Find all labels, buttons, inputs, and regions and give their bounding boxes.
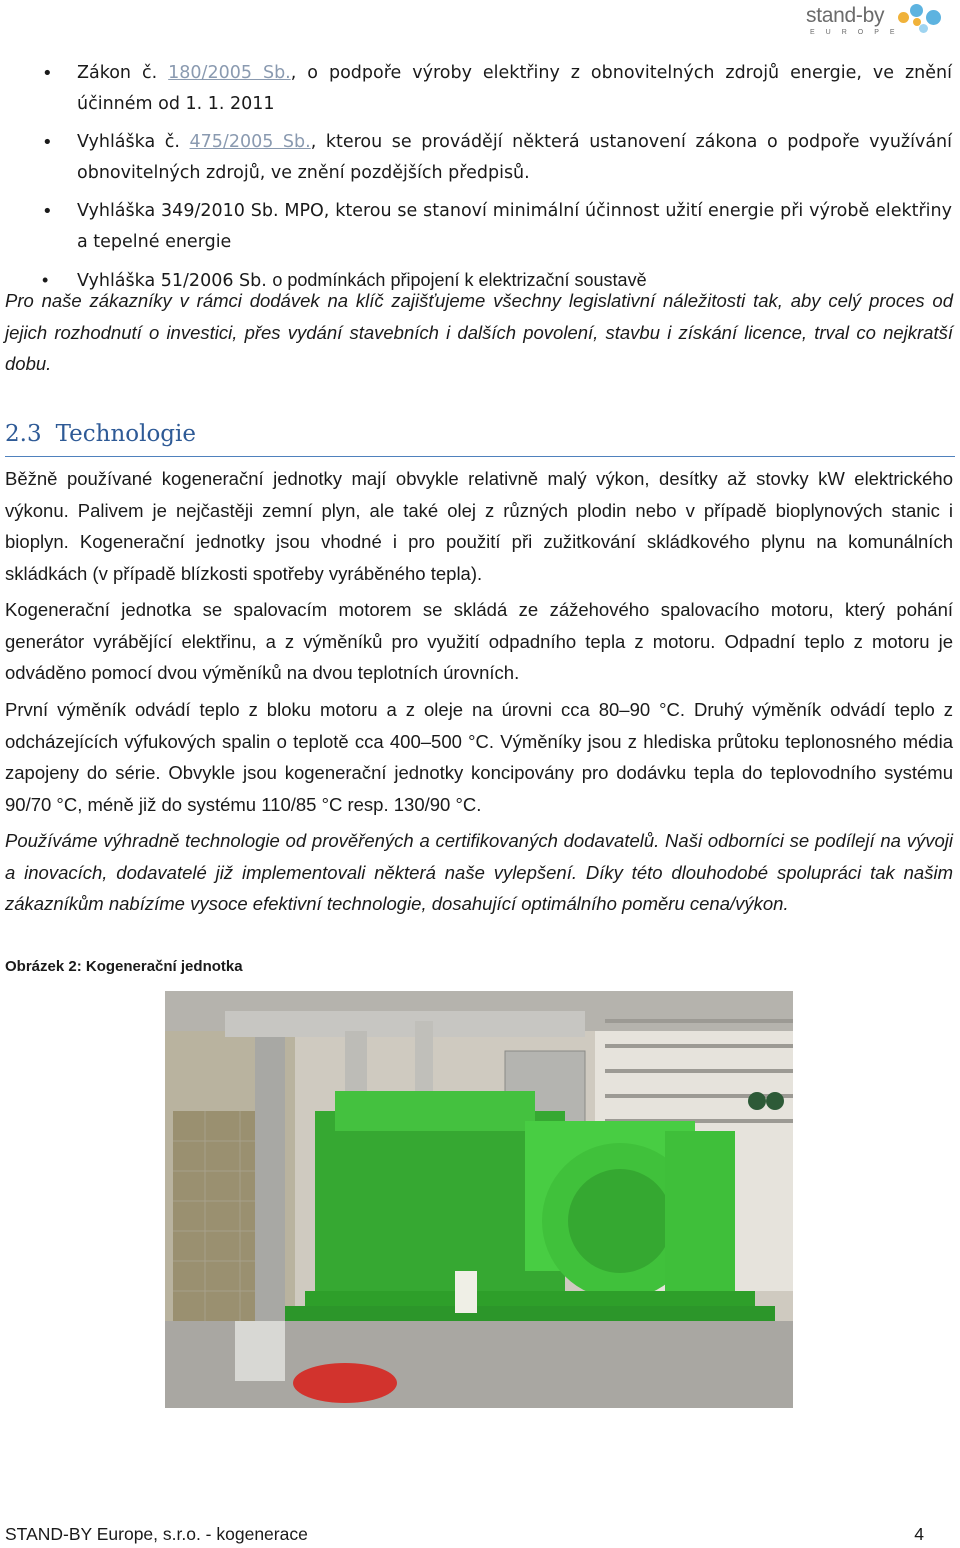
section-title: Technologie <box>55 421 196 447</box>
legislation-list <box>0 58 960 304</box>
cogeneration-unit-photo <box>165 991 793 1408</box>
logo-text: stand-by <box>806 4 885 27</box>
body-paragraph: První výměník odvádí teplo z bloku motoru a z oleje na úrovni cca 80–90 °C. Druhý výměník odvádí teplo z odcházejících výfukových spalin o teplotě cca 400–500 °C. Výměníky jsou z hlediska průtoku teplonosného média zapojeny do série. Obvykle jsou kogenerační jednotky koncipovány pro dodávku tepla do teplovodního systému 90/70 °C, méně již do systému 110/85 °C resp. 130/90 °C. <box>5 699 953 815</box>
section-number: 2.3 <box>5 421 42 447</box>
page-number: 4 <box>914 1524 924 1544</box>
list-item: • Vyhláška č. 475/2005 Sb., kterou se provádějí některá ustanovení zákona o podpoře využívání obnovitelných zdrojů, ve znění pozdějších předpisů. <box>0 127 960 189</box>
closing-paragraph: Používáme výhradně technologie od prověřených a certifikovaných dodavatelů. Naši odborníci se podílejí na vývoji a inovacích, dodavatelé již implementovali některá naše vylepšení. Díky této dlouhodobé spolupráci tak našim zákazníkům nabízíme vysoce efektivní technologie, dosahující optimálního poměru cena/výkon. <box>5 830 953 914</box>
stand-by-logo <box>806 2 946 42</box>
intro-paragraph: Pro naše zákazníky v rámci dodávek na klíč zajišťujeme všechny legislativní náležitosti tak, aby celý proces od jejich rozhodnutí o investici, přes vydání stavebních i dalších povolení, stavbu i získání licence, trval co nejkratší dobu. <box>5 290 953 374</box>
law-link[interactable]: 475/2005 Sb. <box>189 132 311 152</box>
list-item: • Vyhláška 349/2010 Sb. MPO, kterou se stanoví minimální účinnost užití energie při výrobě elektřiny a tepelné energie <box>0 196 960 258</box>
list-item: • Vyhláška 51/2006 Sb. o podmínkách připojení k elektrizační soustavě <box>0 265 960 297</box>
body-paragraph: Kogenerační jednotka se spalovacím motorem se skládá ze zážehového spalovacího motoru, který pohání generátor vyrábějící elektřinu, a z výměníků pro využití odpadního tepla z motoru. Odpadní teplo z motoru je odváděno pomocí dvou výměníků na dvou teplotních úrovních. <box>5 599 953 683</box>
body-paragraph: Běžně používané kogenerační jednotky mají obvykle relativně malý výkon, desítky až stovky kW elektrického výkonu. Palivem je nejčastěji zemní plyn, ale také olej z různých plodin nebo v případě bioplynových stanic i bioplyn. Kogenerační jednotky jsou vhodné i pro použití při zužitkování skládkového plynu na komunálních skládkách (v případě blízkosti spotřeby vyráběného tepla). <box>5 468 953 584</box>
law-link[interactable]: 180/2005 Sb. <box>168 63 291 83</box>
figure-caption: Obrázek 2: Kogenerační jednotka <box>5 958 243 975</box>
section-heading <box>5 416 955 457</box>
list-item: • Zákon č. 180/2005 Sb., o podpoře výroby elektřiny z obnovitelných zdrojů energie, ve znění účinném od 1. 1. 2011 <box>0 58 960 120</box>
logo-subtext: EUROPE <box>810 29 906 36</box>
footer-company: STAND-BY Europe, s.r.o. - kogenerace <box>5 1524 308 1544</box>
